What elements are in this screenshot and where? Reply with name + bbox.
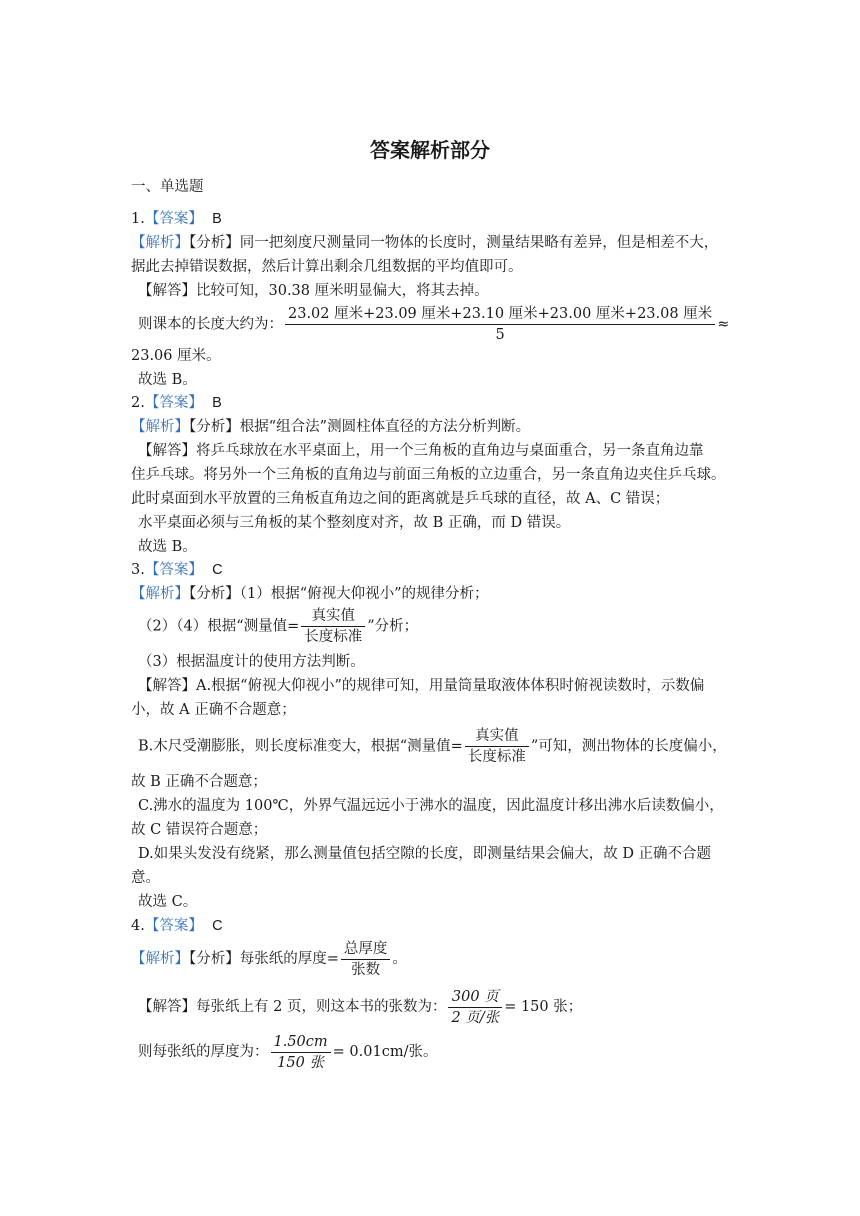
q3-solution-b1-suffix: ”可知，测出物体的长度偏小， bbox=[530, 738, 727, 755]
q4-analysis-tag: 【解析】 bbox=[131, 951, 189, 967]
q3-analysis2-suffix: ”分析； bbox=[367, 618, 419, 635]
q2-solution-line1: 【解答】将乒乓球放在水平桌面上，用一个三角板的直角边与桌面重合，另一条直角边靠 bbox=[138, 443, 704, 459]
q3-analysis-line1 bbox=[131, 582, 741, 606]
q3-solution-a1: 【解答】A.根据“俯视大仰视小”的规律可知，用量筒量取液体体积时俯视读数时，示数偏 bbox=[138, 678, 705, 694]
q2-analysis-line1 bbox=[131, 415, 741, 439]
q4-analysis-line bbox=[131, 938, 741, 980]
q1-fraction bbox=[285, 304, 715, 345]
q3-analysis-fraction bbox=[301, 606, 365, 647]
q3-solution-fraction bbox=[465, 726, 529, 767]
q1-fraction-denominator: 5 bbox=[495, 327, 505, 343]
q2-solution-line3: 此时桌面到水平放置的三角板直角边之间的距离就是乒乓球的直径，故 A、C 错误； bbox=[131, 491, 670, 507]
q3-solution-fraction-denominator: 长度标准 bbox=[467, 749, 526, 765]
q1-solution-line3: 23.06 厘米。 bbox=[131, 348, 221, 364]
q3-analysis-tag: 【解析】 bbox=[131, 586, 189, 602]
q1-answer-line bbox=[131, 207, 741, 231]
q1-conclusion: 故选 B。 bbox=[138, 372, 197, 388]
q3-answer: C bbox=[212, 562, 223, 578]
q4-solution1-fraction-numerator: 300 页 bbox=[448, 987, 502, 1008]
q3-analysis-text: 【分析】（1）根据“俯视大仰视小”的规律分析； bbox=[189, 586, 489, 602]
section-heading: 一、单选题 bbox=[131, 179, 204, 195]
q4-analysis-suffix: 。 bbox=[392, 951, 407, 967]
q3-answer-line bbox=[131, 558, 741, 582]
q3-analysis-fraction-numerator: 真实值 bbox=[301, 606, 365, 627]
q3-conclusion: 故选 C。 bbox=[138, 894, 198, 910]
q4-solution1-fraction bbox=[448, 987, 502, 1028]
q4-answer: C bbox=[212, 918, 223, 934]
q1-answer: B bbox=[212, 211, 222, 227]
q4-answer-line bbox=[131, 914, 741, 938]
q4-answer-tag: 【答案】 bbox=[144, 918, 203, 934]
q4-solution2-suffix: = 0.01cm/张。 bbox=[332, 1044, 438, 1060]
q3-solution-d2: 意。 bbox=[131, 870, 160, 886]
q3-solution-b1-prefix: B.木尺受潮膨胀，则长度标准变大，根据“测量值= bbox=[138, 738, 463, 755]
q1-solution-formula bbox=[138, 304, 748, 345]
q3-number: 3. bbox=[131, 562, 145, 578]
q3-solution-a2: 小，故 A 正确不合题意； bbox=[131, 702, 296, 718]
q2-answer-line bbox=[131, 391, 741, 415]
q1-analysis-text: 【分析】同一把刻度尺测量同一物体的长度时，测量结果略有差异，但是相差不大， bbox=[189, 235, 719, 251]
q2-analysis-text: 【分析】根据“组合法”测圆柱体直径的方法分析判断。 bbox=[189, 419, 531, 435]
q3-analysis-line3: （3）根据温度计的使用方法判断。 bbox=[138, 654, 365, 670]
q3-solution-c1: C.沸水的温度为 100℃，外界气温远远小于沸水的温度，因此温度计移出沸水后读数偏小， bbox=[138, 798, 724, 814]
q3-analysis-line2 bbox=[138, 606, 748, 647]
q4-solution1-suffix: = 150 张； bbox=[504, 999, 583, 1015]
q1-analysis-tag: 【解析】 bbox=[131, 235, 189, 251]
q2-conclusion: 故选 B。 bbox=[138, 539, 197, 555]
q4-analysis-fraction-denominator: 张数 bbox=[351, 961, 381, 978]
q1-number: 1. bbox=[131, 211, 145, 227]
q3-solution-b1 bbox=[138, 726, 748, 767]
q1-solution-line1: 【解答】比较可知，30.38 厘米明显偏大，将其去掉。 bbox=[138, 283, 489, 299]
q3-answer-tag: 【答案】 bbox=[144, 562, 203, 578]
page-title: 答案解析部分 bbox=[370, 138, 490, 162]
q4-solution-line2 bbox=[138, 1031, 748, 1073]
q4-solution1-fraction-denominator: 2 页/张 bbox=[451, 1009, 500, 1026]
q4-solution2-fraction-numerator: 1.50cm bbox=[271, 1032, 331, 1053]
q1-analysis-line2: 据此去掉错误数据，然后计算出剩余几组数据的平均值即可。 bbox=[131, 259, 523, 275]
q2-answer-tag: 【答案】 bbox=[144, 395, 203, 411]
q4-analysis-fraction bbox=[341, 939, 391, 980]
q4-solution1-prefix: 【解答】每张纸上有 2 页，则这本书的张数为： bbox=[138, 999, 447, 1015]
q4-solution2-prefix: 则每张纸的厚度为： bbox=[138, 1044, 269, 1060]
q4-analysis-prefix: 【分析】每张纸的厚度= bbox=[189, 951, 339, 967]
q3-analysis2-prefix: （2）（4）根据“测量值= bbox=[138, 618, 300, 635]
q4-solution-line1 bbox=[138, 986, 748, 1028]
q3-solution-b2: 故 B 正确不合题意； bbox=[131, 774, 267, 790]
q4-analysis-fraction-numerator: 总厚度 bbox=[341, 939, 391, 960]
q1-formula-prefix: 则课本的长度大约为： bbox=[138, 316, 283, 333]
q4-number: 4. bbox=[131, 918, 145, 934]
q3-solution-c2: 故 C 错误符合题意； bbox=[131, 822, 268, 838]
q1-answer-tag: 【答案】 bbox=[144, 211, 203, 227]
q4-solution2-fraction-denominator: 150 张 bbox=[277, 1054, 324, 1071]
q2-number: 2. bbox=[131, 395, 145, 411]
q2-solution-line4: 水平桌面必须与三角板的某个整刻度对齐，故 B 正确，而 D 错误。 bbox=[138, 515, 571, 531]
q1-analysis-line1 bbox=[131, 231, 741, 255]
q4-solution2-fraction bbox=[271, 1032, 331, 1073]
q1-fraction-numerator: 23.02 厘米+23.09 厘米+23.10 厘米+23.00 厘米+23.08 厘米 bbox=[285, 304, 715, 325]
q2-answer: B bbox=[212, 395, 222, 411]
q3-solution-d1: D.如果头发没有绕紧，那么测量值包括空隙的长度，即测量结果会偏大，故 D 正确不合题 bbox=[138, 846, 712, 862]
q2-solution-line2: 住乒乓球。将另外一个三角板的直角边与前面三角板的立边重合，另一条直角边夹住乒乓球。 bbox=[131, 467, 726, 483]
q1-approx: ≈ bbox=[717, 316, 730, 333]
q3-solution-fraction-numerator: 真实值 bbox=[465, 726, 529, 747]
q3-analysis-fraction-denominator: 长度标准 bbox=[304, 629, 363, 645]
q2-analysis-tag: 【解析】 bbox=[131, 419, 189, 435]
